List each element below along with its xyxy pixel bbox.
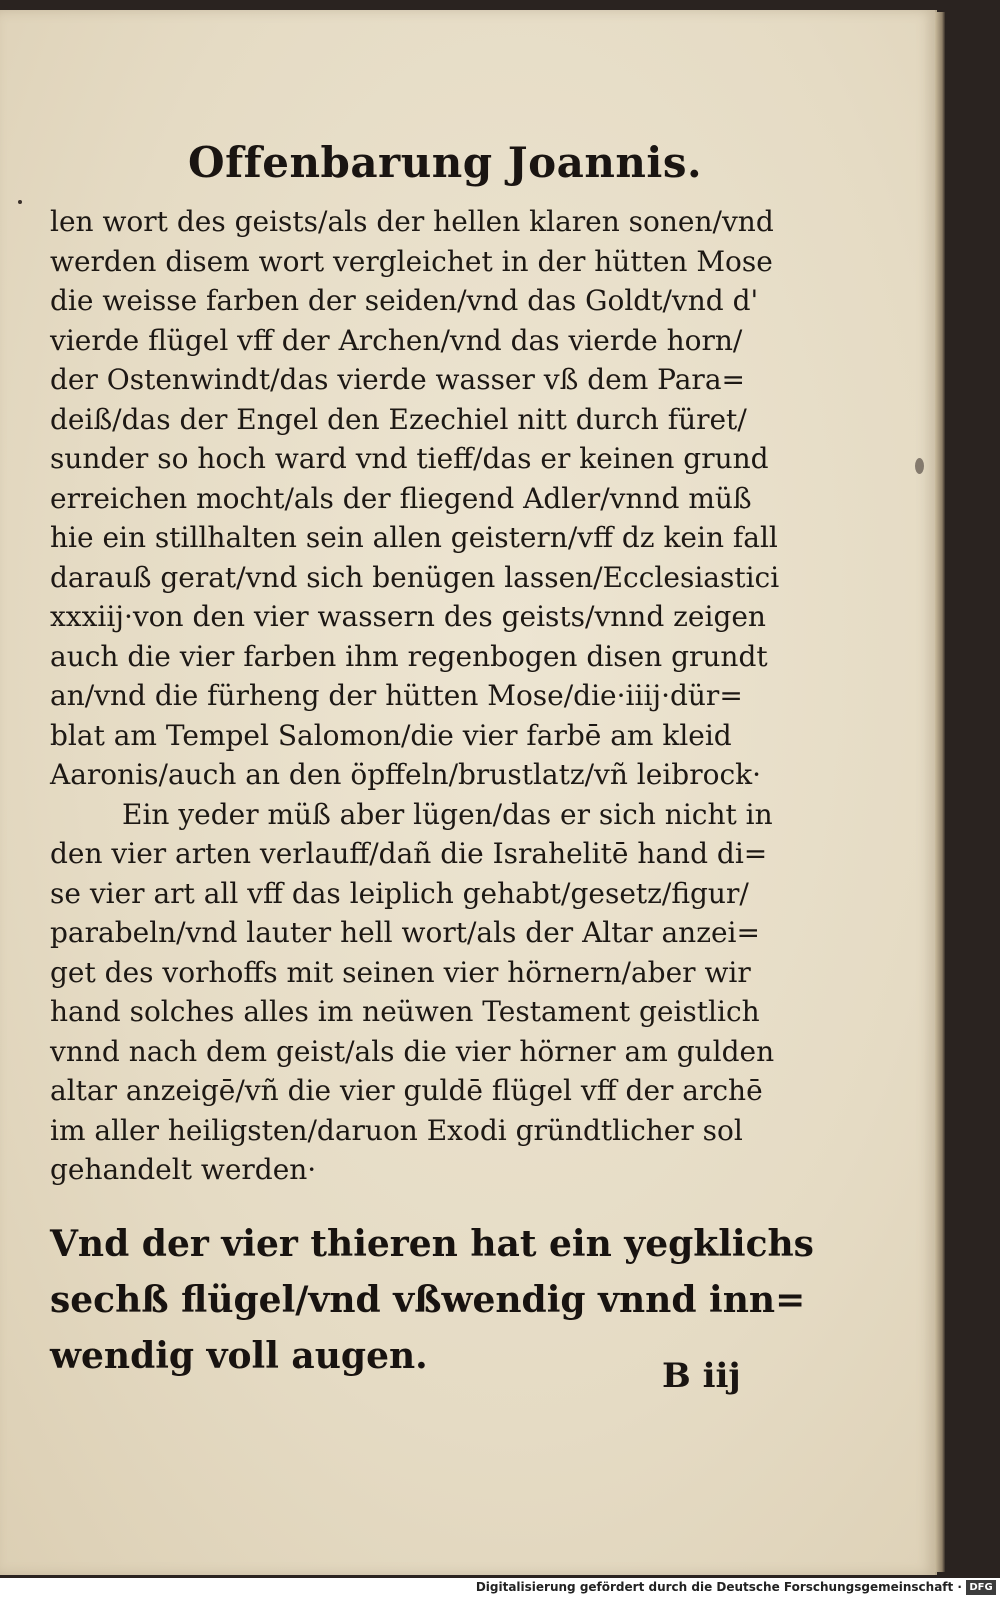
dfg-logo-icon: DFG [966,1580,996,1595]
verse-line: sechß flügel/vnd vßwendig vnnd inn= [50,1279,806,1321]
verse-line: Vnd der vier thieren hat ein yegklichs [50,1223,814,1265]
text-line: den vier arten verlauff/dañ die Israhelitē hand di= [50,837,768,870]
book-page [0,10,937,1575]
text-line: deiß/das der Engel den Ezechiel nitt durch füret/ [50,402,747,436]
text-line: auch die vier farben ihm regenbogen disen grundt [50,639,768,673]
paper-stain [915,458,924,474]
text-line: der Ostenwindt/das vierde wasser vß dem Para= [50,363,745,396]
running-head: Offenbarung Joannis. [188,138,703,187]
text-line: se vier art all vff das leiplich gehabt/gesetz/figur/ [50,876,749,910]
text-line: darauß gerat/vnd sich benügen lassen/Ecclesiastici [50,560,780,594]
text-line: werden disem wort vergleichet in der hütten Mose [50,244,773,278]
text-line: blat am Tempel Salomon/die vier farbē am kleid [50,718,732,752]
signature-mark: B iij [662,1356,741,1396]
text-line: an/vnd die fürheng der hütten Mose/die·iiij·dür= [50,679,743,712]
text-line: parabeln/vnd lauter hell wort/als der Altar anzei= [50,916,760,949]
text-line: xxxiij·von den vier wassern des geists/vnnd zeigen [50,600,766,633]
text-line: gehandelt werden· [50,1153,317,1186]
text-line: altar anzeigē/vñ die vier guldē flügel vff der archē [50,1074,763,1107]
text-line: vnnd nach dem geist/als die vier hörner am gulden [50,1034,775,1068]
text-line: hand solches alles im neüwen Testament geistlich [50,995,760,1028]
verse-line: wendig voll augen. [50,1335,428,1377]
text-line: im aller heiligsten/daruon Exodi gründtlicher sol [50,1113,743,1147]
text-line: Aaronis/auch an den öpffeln/brustlatz/vñ leibrock· [50,758,762,791]
footer-credit: Digitalisierung gefördert durch die Deutsche Forschungsgemeinschaft · [475,1580,962,1594]
text-line: get des vorhoffs mit seinen vier hörnern/aber wir [50,955,751,989]
page-edge [935,12,945,1572]
text-line: vierde flügel vff der Archen/vnd das vierde horn/ [50,323,743,357]
ink-speck [18,200,22,204]
text-line: Ein yeder müß aber lügen/das er sich nicht in [122,797,773,831]
text-line: erreichen mocht/als der fliegend Adler/vnnd müß [50,481,752,515]
text-line: len wort des geists/als der hellen klaren sonen/vnd [50,205,774,238]
body-text [50,202,810,1190]
text-line: sunder so hoch ward vnd tieff/das er keinen grund [50,442,769,475]
text-line: die weisse farben der seiden/vnd das Goldt/vnd d' [50,284,759,317]
text-line: hie ein stillhalten sein allen geistern/vff dz kein fall [50,521,778,554]
